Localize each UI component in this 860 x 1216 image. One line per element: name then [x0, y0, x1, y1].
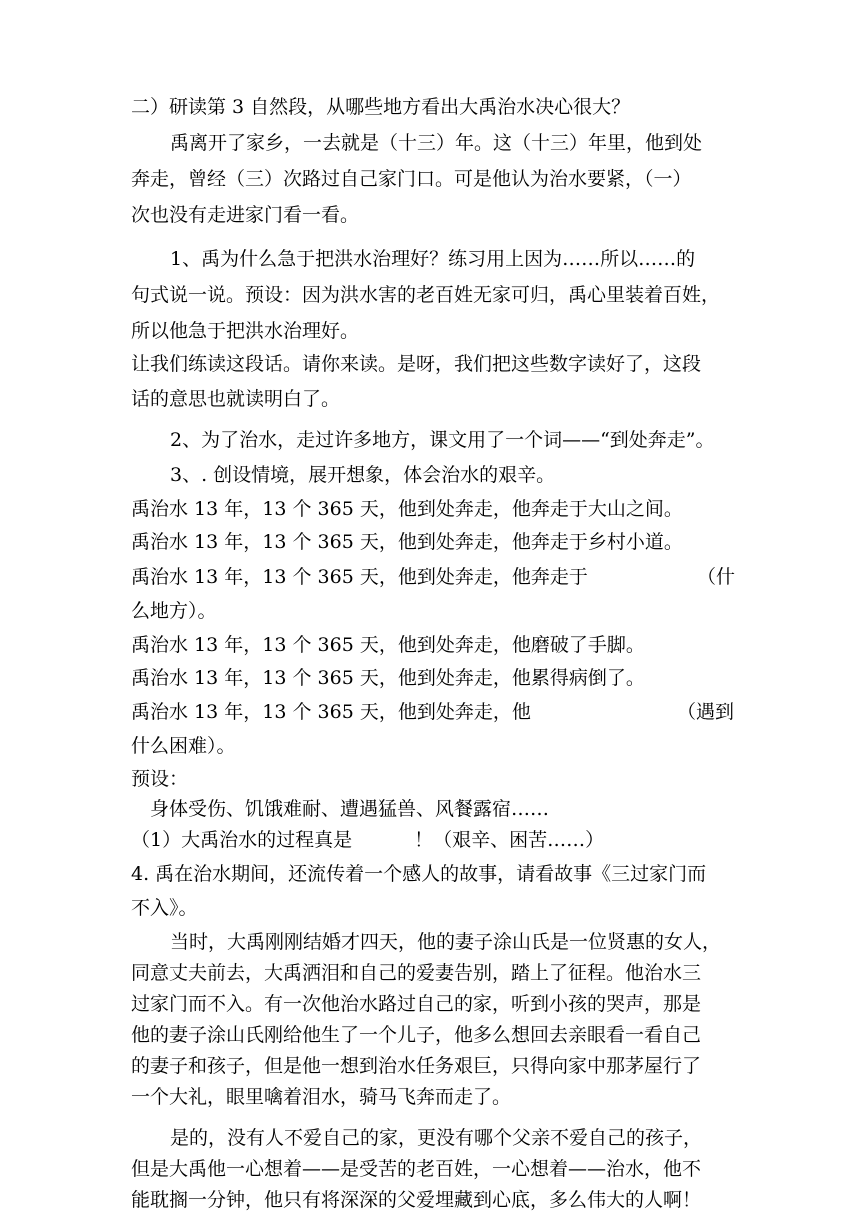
question-3: 3、. 创设情境，展开想象，体会治水的艰辛。: [170, 464, 556, 486]
story-line-6: 一个大礼，眼里噙着泪水，骑马飞奔而走了。: [131, 1086, 512, 1108]
drill-fill-2-hint-end: 什么困难）。: [131, 735, 236, 757]
drill-fill-2-hint-start: （遇到: [677, 701, 735, 723]
question-4-line-1: 4. 禹在治水期间，还流传着一个感人的故事，请看故事《三过家门而: [131, 863, 707, 885]
drill-fill-hint-end: 么地方）。: [131, 600, 217, 622]
preset-label: 预设：: [131, 768, 189, 790]
drill-line: 禹治水 13 年，13 个 365 天，他到处奔走，他累得病倒了。: [131, 667, 645, 689]
story-line-4: 他的妻子涂山氏刚给他生了一个儿子，他多么想回去亲眼看一看自己: [131, 1024, 702, 1046]
drill-line: 禹治水 13 年，13 个 365 天，他到处奔走，他奔走于大山之间。: [131, 498, 683, 520]
story-line-1: 当时，大禹刚刚结婚才四天，他的妻子涂山氏是一位贤惠的女人，: [170, 931, 722, 953]
drill-fill-text: 禹治水 13 年，13 个 365 天，他到处奔走，他奔走于: [131, 566, 588, 588]
drill-line: 禹治水 13 年，13 个 365 天，他到处奔走，他磨破了手脚。: [131, 634, 645, 656]
question-4-line-2: 不入》。: [131, 897, 198, 919]
conclusion-line-2: 但是大禹他一心想着——是受苦的老百姓，一心想着——治水，他不: [131, 1158, 702, 1180]
question-1-line-3: 所以他急于把洪水治理好。: [131, 320, 360, 342]
sub-question-1: [0, 828, 860, 852]
reading-note-line-1: 让我们练读这段话。请你来读。是呀，我们把这些数字读好了，这段: [131, 353, 702, 375]
preset-items: 身体受伤、饥饿难耐、遭遇猛兽、风餐露宿……: [150, 798, 550, 820]
paragraph-1-line-1: 禹离开了家乡，一去就是（十三）年。这（十三）年里，他到处: [170, 132, 703, 154]
question-1-line-2: 句式说一说。预设：因为洪水害的老百姓无家可归，禹心里装着百姓，: [131, 284, 721, 306]
question-2: 2、为了治水，走过许多地方，课文用了一个词——“到处奔走”。: [170, 429, 715, 451]
paragraph-1-line-2: 奔走，曾经（三）次路过自己家门口。可是他认为治水要紧，（一）: [131, 168, 692, 190]
reading-note-line-2: 话的意思也就读明白了。: [131, 388, 341, 410]
drill-fill-hint-start: （什: [697, 566, 736, 588]
story-line-5: 的妻子和孩子，但是他一想到治水任务艰巨，只得向家中那茅屋行了: [131, 1055, 702, 1077]
drill-line: 禹治水 13 年，13 个 365 天，他到处奔走，他奔走于乡村小道。: [131, 531, 683, 553]
section-heading: 二）研读第 3 自然段，从哪些地方看出大禹治水决心很大？: [131, 96, 631, 118]
sub-question-prefix: （1）大禹治水的过程真是: [131, 829, 353, 851]
conclusion-line-3: 能耽搁一分钟，他只有将深深的父爱埋藏到心底，多么伟大的人啊！: [131, 1189, 702, 1211]
conclusion-line-1: 是的，没有人不爱自己的家，更没有哪个父亲不爱自己的孩子，: [170, 1127, 703, 1149]
story-line-3: 过家门而不入。有一次他治水路过自己的家，听到小孩的哭声，那是: [131, 993, 702, 1015]
question-1-line-1: 1、禹为什么急于把洪水治理好？练习用上因为……所以……的: [170, 248, 696, 270]
sub-question-suffix: ！（艰辛、困苦……）: [414, 829, 605, 851]
drill-fill-text: 禹治水 13 年，13 个 365 天，他到处奔走，他: [131, 701, 531, 723]
paragraph-1-line-3: 次也没有走进家门看一看。: [131, 204, 360, 226]
story-line-2: 同意丈夫前去，大禹洒泪和自己的爱妻告别，踏上了征程。他治水三: [131, 962, 702, 984]
